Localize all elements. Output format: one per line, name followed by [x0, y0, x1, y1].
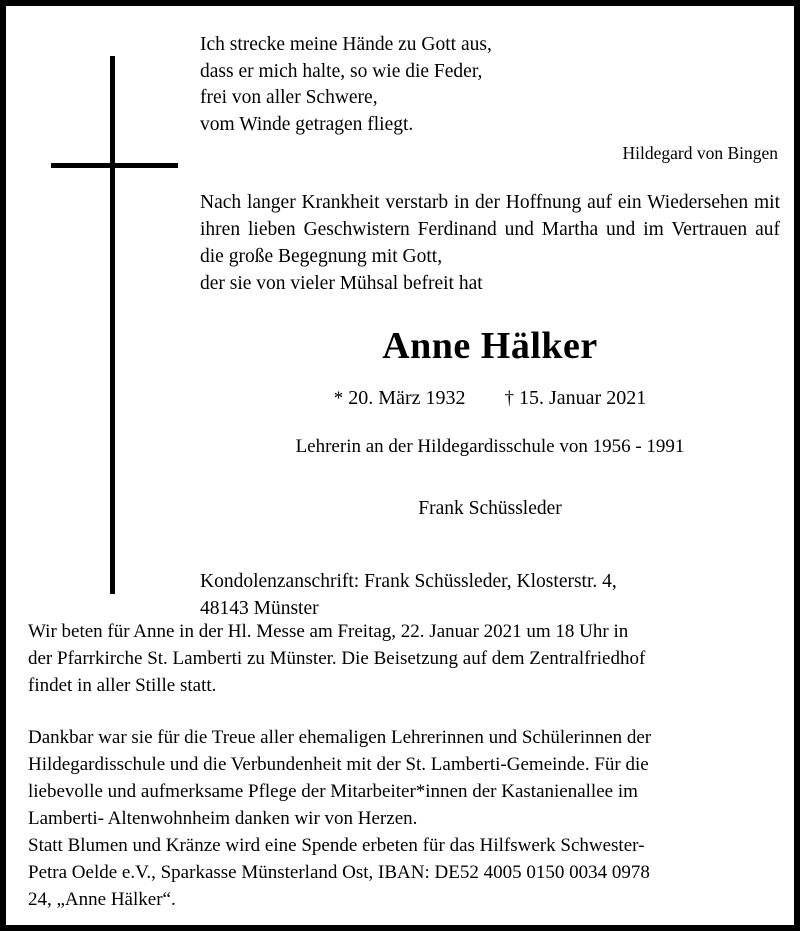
verse-line-2: dass er mich halte, so wie die Feder,	[200, 60, 483, 82]
service-line-1: Wir beten für Anne in der Hl. Messe am Freitag, 22. Januar 2021 um 18 Uhr in	[28, 621, 629, 642]
thanks-line-1: Dankbar war sie für die Treue aller ehemaligen Lehrerinnen und Schülerinnen der	[28, 727, 652, 748]
upper-text-block	[200, 6, 780, 619]
lower-section	[28, 618, 776, 913]
upper-section	[6, 6, 800, 619]
service-paragraph	[28, 618, 776, 699]
verse-attribution: Hildegard von Bingen	[622, 143, 778, 163]
birth-star-icon: *	[333, 388, 344, 409]
donation-line-3: 24, „Anne Hälker“.	[28, 889, 176, 910]
thanks-line-2: Hildegardisschule und die Verbundenheit mit der St. Lamberti-Gemeinde. Für die	[28, 754, 649, 775]
announcement-text	[200, 166, 780, 297]
survivor-name: Frank Schüssleder	[418, 498, 562, 519]
death-date-group	[505, 387, 647, 409]
condolence-address	[200, 522, 780, 622]
verse-line-4: vom Winde getragen fliegt.	[200, 113, 414, 135]
cross-horizontal-bar	[51, 163, 178, 168]
service-line-3: findet in aller Stille statt.	[28, 675, 217, 696]
death-cross-icon: †	[504, 388, 514, 409]
thanks-line-3: liebevolle und aufmerksame Pflege der Mitarbeiter*innen der Kastanienallee im	[28, 781, 638, 802]
birth-date: 20. März 1932	[348, 387, 466, 409]
life-dates	[200, 369, 780, 412]
announcement-last-line: der sie von vieler Mühsal befreit hat	[200, 273, 483, 294]
announcement-body: Nach langer Krankheit verstarb in der Hoffnung auf ein Wiedersehen mit ihren lieben Geschwistern Ferdinand und Martha und im Vertrauen auf die große Begegnung mit Gott,	[200, 192, 780, 267]
verse-line-3: frei von aller Schwere,	[200, 87, 378, 108]
christian-cross-icon	[6, 6, 196, 610]
condolence-line-1: Kondolenzanschrift: Frank Schüssleder, Klosterstr. 4,	[200, 571, 617, 592]
donation-line-1: Statt Blumen und Kränze wird eine Spende erbeten für das Hilfswerk Schwester-	[28, 835, 645, 856]
deceased-name: Anne Hälker	[382, 325, 598, 367]
condolence-line-2: 48143 Münster	[200, 598, 319, 619]
thanks-paragraph	[28, 724, 776, 832]
cross-vertical-bar	[110, 56, 115, 594]
service-line-2: der Pfarrkirche St. Lamberti zu Münster. Die Beisetzung auf dem Zentralfriedhof	[28, 648, 646, 669]
verse-quote	[200, 6, 780, 166]
thanks-line-4: Lamberti- Altenwohnheim danken wir von Herzen.	[28, 808, 418, 829]
death-date: 15. Januar 2021	[519, 387, 647, 409]
profession-line: Lehrerin an der Hildegardisschule von 1956 - 1991	[295, 436, 685, 457]
verse-line-1: Ich strecke meine Hände zu Gott aus,	[200, 34, 492, 55]
donation-paragraph	[28, 832, 776, 913]
donation-line-2: Petra Oelde e.V., Sparkasse Münsterland Ost, IBAN: DE52 4005 0150 0034 0978	[28, 862, 650, 883]
birth-date-group	[334, 387, 471, 409]
